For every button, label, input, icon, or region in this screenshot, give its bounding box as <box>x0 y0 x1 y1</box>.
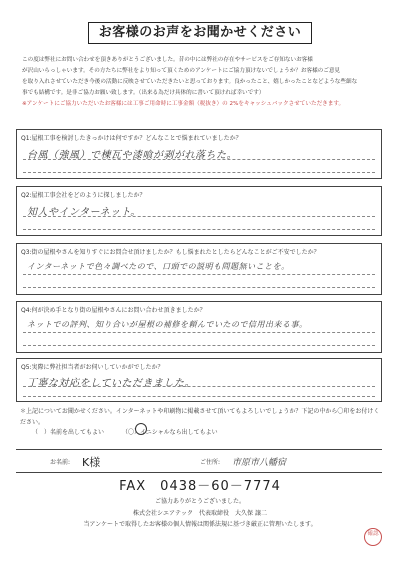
answer-line <box>23 396 375 397</box>
option-name-ok[interactable]: （ ）名前を出してもよい <box>32 429 105 436</box>
customer-info-row <box>16 449 382 473</box>
answer-text: インターネットで色々調べたので、口頭での説明も問題無いことを。 <box>27 262 290 271</box>
answer-text: 丁寧な対応をしていただきました。 <box>27 378 195 389</box>
privacy-text: 当アンケートで取得したお客様の個人情報は関係法規に基づき厳正に管理いたします。 <box>83 521 317 528</box>
intro-line: 事でも結構です。是非ご協力お願い致します。（出来る為だけ具体的に書いて頂ければ幸いです） <box>22 89 265 96</box>
intro-text <box>22 55 384 110</box>
answer-line <box>23 216 375 217</box>
question-q1 <box>16 129 382 179</box>
name-label: お名前: <box>50 459 71 466</box>
thanks-text: ご協力ありがとうございました。 <box>154 498 245 505</box>
question-q4 <box>16 301 382 353</box>
question-label: Q2:屋根工事会社をどのように探しましたか？ <box>21 192 146 199</box>
form-title: お客様のお声をお聞かせください <box>88 22 312 44</box>
answer-line <box>23 274 375 275</box>
answer-text: 知人やインターネット。 <box>27 207 141 218</box>
fax-number: FAX 0438－60－7774 <box>119 479 281 494</box>
question-label: Q1:屋根工事を検討したきっかけは何ですか？どんなことで悩まれていましたか？ <box>21 135 242 142</box>
answer-line <box>23 386 375 387</box>
intro-line: この度は弊社にお問い合わせを頂きありがとうございました。昔の中には弊社の存在やサービスをご存知ないお客様 <box>22 57 313 63</box>
intro-line: を取り入れさせていただき今後の活動に反映させていただきたいと思っております。良かったこと、嬉しかったことなどような些細な <box>22 78 358 85</box>
intro-line: が沢山いらっしゃいます。その方たちに弊社をより知って頂くためのアンケートにご協力頂けないでしょうか？お客様のご意見 <box>22 67 341 74</box>
question-q5 <box>16 358 382 402</box>
answer-line <box>23 159 375 160</box>
address-value: 市原市八幡宿 <box>232 458 287 468</box>
cashback-note: ※アンケートにご協力いただいたお客様には工事ご用命時に工事金額（税抜き）の 2%をキャッシュバックさせていただきます。 <box>22 100 345 107</box>
answer-text: ネットでの評判、知り合いが屋根の補修を頼んでいたので信用出来る事。 <box>27 320 308 329</box>
question-q3 <box>16 243 382 295</box>
question-label: Q4:何が決め手となり街の屋根やさんにお問い合わせ頂きましたか？ <box>21 307 206 314</box>
address-label: ご住所: <box>200 459 221 466</box>
question-q2 <box>16 186 382 236</box>
answer-line <box>23 332 375 333</box>
approval-stamp: 確認 <box>364 528 382 546</box>
question-label: Q3:街の屋根やさんを知りすぐにお問合せ頂けましたか？もし悩まれたとしたらどんなことがご不安でしたか？ <box>21 249 320 256</box>
answer-text: 台風（強風）で棟瓦や漆喰が剥がれ落ちた。 <box>27 150 237 161</box>
company-text: 株式会社シエアテック 代表取締役 大久保 譲二 <box>133 510 267 517</box>
option-initial-ok[interactable]: （〇）イニシャルなら出してもよい <box>122 429 218 436</box>
answer-line <box>23 172 375 173</box>
answer-line <box>23 345 375 346</box>
answer-line <box>23 229 375 230</box>
consent-question: ＊上記についてお聞かせください。インターネットや印刷物に掲載させて頂いてもよろしいでしょうか？下記の中から〇印をお付けください。 <box>20 408 380 426</box>
answer-line <box>23 287 375 288</box>
question-label: Q5:実際に弊社担当者がお伺いしていかがでしたか？ <box>21 364 164 371</box>
name-value: K様 <box>82 456 101 469</box>
